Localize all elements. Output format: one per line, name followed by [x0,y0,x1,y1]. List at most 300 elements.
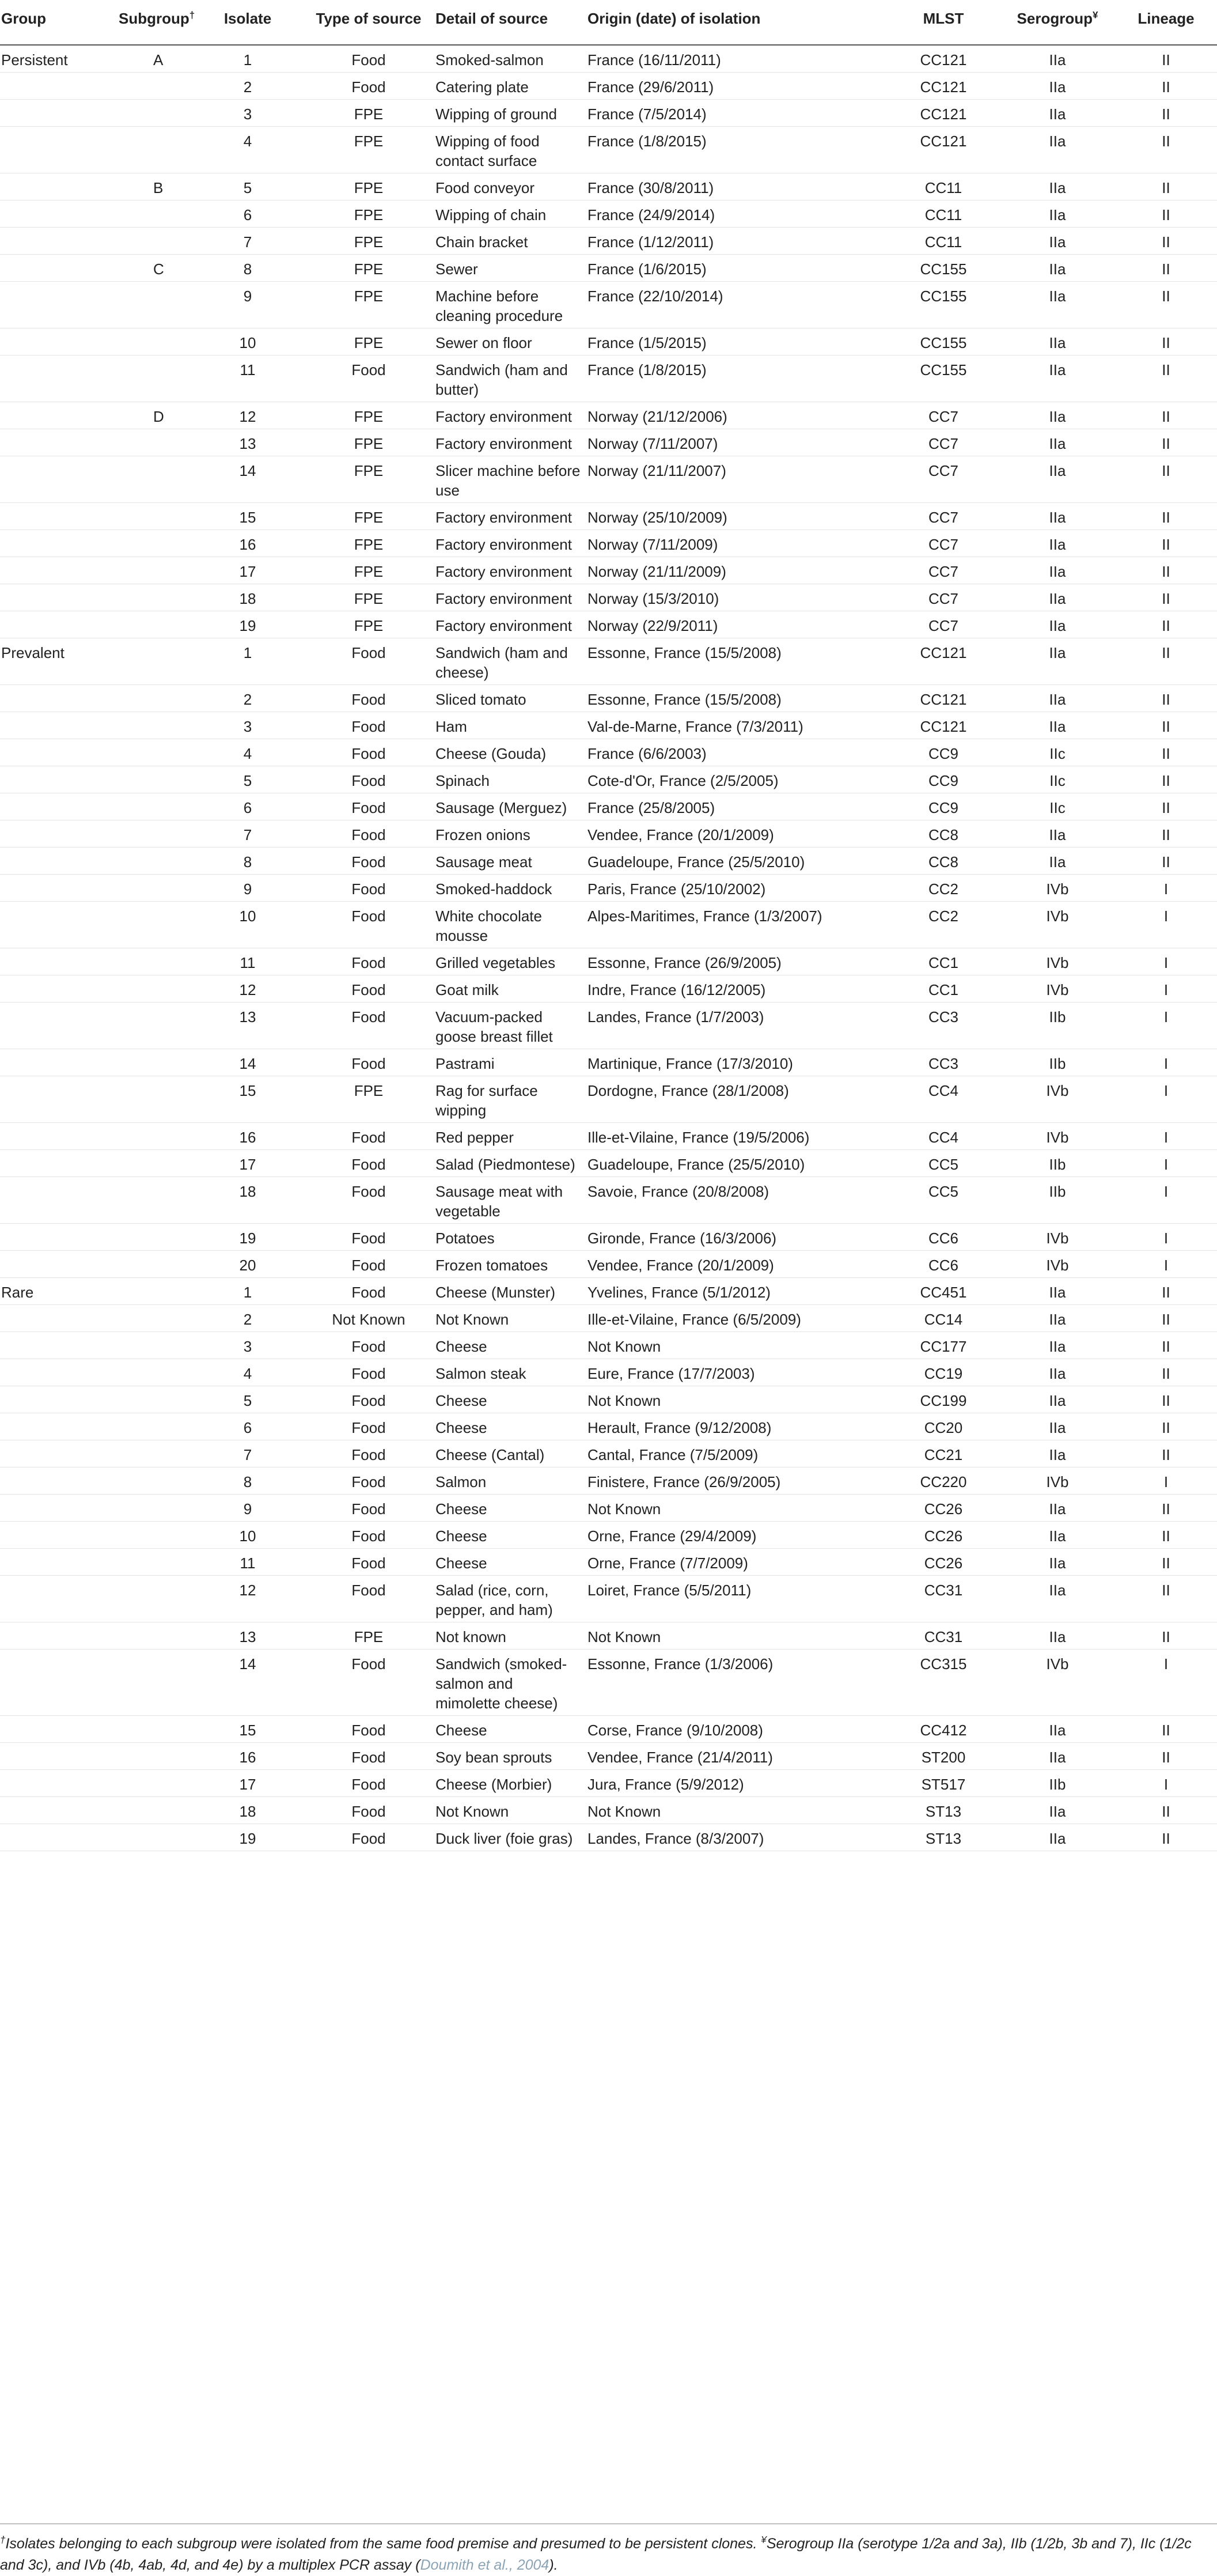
cell-detail-of-source: Salad (Piedmontese) [432,1150,584,1177]
cell-detail-of-source: Spinach [432,766,584,793]
table-row [0,638,1217,685]
cell-type-of-source: Food [305,948,432,975]
table-row [0,201,1217,228]
cell-lineage: II [1115,685,1217,712]
table-row [0,282,1217,328]
cell-group [0,902,115,948]
cell-subgroup [115,1278,190,1305]
table-row [0,228,1217,255]
cell-isolate: 4 [190,1359,305,1386]
cell-subgroup [115,1622,190,1650]
cell-detail-of-source: Factory environment [432,557,584,584]
cell-type-of-source: Food [305,1650,432,1716]
cell-isolate: 20 [190,1251,305,1278]
cell-type-of-source: Food [305,712,432,739]
cell-detail-of-source: Sliced tomato [432,685,584,712]
cell-serogroup: IIb [1000,1150,1115,1177]
cell-group [0,975,115,1003]
cell-origin: Yvelines, France (5/1/2012) [584,1278,887,1305]
table-row [0,402,1217,429]
cell-detail-of-source: Factory environment [432,584,584,611]
cell-subgroup [115,530,190,557]
cell-detail-of-source: Sandwich (ham and butter) [432,355,584,402]
cell-lineage: II [1115,1716,1217,1743]
cell-isolate: 18 [190,584,305,611]
cell-mlst: ST13 [887,1824,1000,1851]
cell-isolate: 12 [190,1576,305,1622]
cell-subgroup [115,1386,190,1413]
cell-lineage: I [1115,1650,1217,1716]
cell-detail-of-source: Factory environment [432,611,584,638]
cell-serogroup: IIa [1000,1359,1115,1386]
cell-lineage: II [1115,557,1217,584]
cell-subgroup [115,1440,190,1467]
table-row [0,1359,1217,1386]
cell-detail-of-source: Cheese [432,1716,584,1743]
cell-group [0,1386,115,1413]
cell-serogroup: IVb [1000,1251,1115,1278]
table-row [0,1650,1217,1716]
table-row [0,685,1217,712]
cell-isolate: 10 [190,902,305,948]
cell-origin: Gironde, France (16/3/2006) [584,1224,887,1251]
cell-mlst: CC26 [887,1549,1000,1576]
cell-isolate: 12 [190,402,305,429]
cell-mlst: CC315 [887,1650,1000,1716]
cell-lineage: II [1115,584,1217,611]
cell-serogroup: IIa [1000,1386,1115,1413]
cell-serogroup: IIa [1000,1495,1115,1522]
cell-serogroup: IIa [1000,1332,1115,1359]
cell-isolate: 15 [190,503,305,530]
cell-serogroup: IVb [1000,1650,1115,1716]
cell-mlst: CC31 [887,1622,1000,1650]
cell-isolate: 2 [190,685,305,712]
cell-lineage: I [1115,975,1217,1003]
cell-subgroup [115,127,190,173]
cell-mlst: CC121 [887,685,1000,712]
cell-type-of-source: Food [305,1440,432,1467]
cell-lineage: II [1115,282,1217,328]
cell-mlst: CC155 [887,328,1000,355]
cell-isolate: 5 [190,766,305,793]
cell-origin: Guadeloupe, France (25/5/2010) [584,1150,887,1177]
cell-origin: Vendee, France (20/1/2009) [584,820,887,848]
cell-isolate: 9 [190,1495,305,1522]
table-row [0,1251,1217,1278]
cell-lineage: I [1115,1076,1217,1123]
cell-isolate: 4 [190,127,305,173]
cell-serogroup: IIa [1000,228,1115,255]
cell-isolate: 8 [190,848,305,875]
cell-subgroup [115,1576,190,1622]
cell-group [0,1150,115,1177]
cell-detail-of-source: Frozen onions [432,820,584,848]
cell-group [0,100,115,127]
cell-group [0,1049,115,1076]
cell-mlst: CC2 [887,875,1000,902]
cell-origin: France (22/10/2014) [584,282,887,328]
table-row [0,127,1217,173]
cell-isolate: 19 [190,1224,305,1251]
table-row [0,820,1217,848]
cell-subgroup [115,712,190,739]
cell-lineage: II [1115,45,1217,73]
cell-subgroup [115,1797,190,1824]
cell-subgroup [115,875,190,902]
cell-detail-of-source: Wipping of chain [432,201,584,228]
cell-isolate: 6 [190,793,305,820]
table-row [0,1495,1217,1522]
cell-group [0,429,115,456]
cell-lineage: II [1115,739,1217,766]
cell-serogroup: IIa [1000,173,1115,201]
cell-mlst: CC451 [887,1278,1000,1305]
table-row [0,429,1217,456]
cell-lineage: II [1115,355,1217,402]
cell-subgroup [115,638,190,685]
cell-mlst: CC121 [887,712,1000,739]
table-row [0,1150,1217,1177]
cell-origin: France (1/8/2015) [584,127,887,173]
cell-subgroup [115,282,190,328]
footnote-yen: ¥ [761,2534,767,2545]
cell-detail-of-source: Wipping of ground [432,100,584,127]
cell-type-of-source: FPE [305,127,432,173]
cell-serogroup: IIa [1000,1576,1115,1622]
cell-lineage: I [1115,1251,1217,1278]
cell-subgroup [115,1467,190,1495]
cell-subgroup [115,228,190,255]
cell-origin: France (1/6/2015) [584,255,887,282]
cell-detail-of-source: Smoked-salmon [432,45,584,73]
cell-origin: Cantal, France (7/5/2009) [584,1440,887,1467]
cell-lineage: II [1115,848,1217,875]
cell-serogroup: IIa [1000,557,1115,584]
cell-detail-of-source: Sewer [432,255,584,282]
table-row [0,584,1217,611]
cell-serogroup: IIa [1000,848,1115,875]
cell-origin: Norway (21/11/2007) [584,456,887,503]
cell-lineage: II [1115,173,1217,201]
cell-group [0,1716,115,1743]
cell-group [0,1650,115,1716]
cell-serogroup: IIa [1000,503,1115,530]
header-group: Group [0,0,115,45]
cell-subgroup [115,611,190,638]
cell-mlst: CC3 [887,1003,1000,1049]
cell-type-of-source: Food [305,1824,432,1851]
cell-subgroup [115,766,190,793]
cell-origin: Alpes-Maritimes, France (1/3/2007) [584,902,887,948]
cell-group [0,1076,115,1123]
cell-type-of-source: Food [305,1150,432,1177]
cell-detail-of-source: Frozen tomatoes [432,1251,584,1278]
cell-group [0,793,115,820]
cell-serogroup: IIa [1000,1522,1115,1549]
cell-subgroup [115,1359,190,1386]
cell-isolate: 15 [190,1076,305,1123]
cell-type-of-source: FPE [305,611,432,638]
cell-serogroup: IVb [1000,1224,1115,1251]
cell-origin: Norway (21/11/2009) [584,557,887,584]
table-row [0,1049,1217,1076]
cell-serogroup: IIa [1000,100,1115,127]
cell-mlst: CC2 [887,902,1000,948]
citation-link[interactable]: Doumith et al., 2004 [420,2557,549,2573]
cell-type-of-source: Food [305,1251,432,1278]
table-row [0,712,1217,739]
table-row [0,328,1217,355]
cell-subgroup [115,1150,190,1177]
cell-mlst: CC121 [887,100,1000,127]
cell-detail-of-source: Wipping of food contact surface [432,127,584,173]
table-row [0,355,1217,402]
cell-mlst: CC9 [887,793,1000,820]
table-row [0,902,1217,948]
cell-origin: France (7/5/2014) [584,100,887,127]
cell-detail-of-source: Sandwich (smoked-salmon and mimolette cheese) [432,1650,584,1716]
table-row [0,1522,1217,1549]
cell-lineage: I [1115,902,1217,948]
cell-type-of-source: Food [305,1797,432,1824]
cell-serogroup: IVb [1000,948,1115,975]
cell-type-of-source: Food [305,975,432,1003]
cell-group [0,503,115,530]
cell-origin: Indre, France (16/12/2005) [584,975,887,1003]
cell-subgroup [115,1522,190,1549]
cell-mlst: CC155 [887,282,1000,328]
cell-mlst: CC177 [887,1332,1000,1359]
header-lineage: Lineage [1115,0,1217,45]
cell-mlst: CC19 [887,1359,1000,1386]
cell-type-of-source: FPE [305,255,432,282]
table-row [0,557,1217,584]
header-origin: Origin (date) of isolation [584,0,887,45]
cell-subgroup: B [115,173,190,201]
cell-subgroup [115,739,190,766]
cell-isolate: 16 [190,1743,305,1770]
table-row [0,1770,1217,1797]
cell-group [0,1576,115,1622]
cell-lineage: II [1115,1305,1217,1332]
cell-type-of-source: FPE [305,228,432,255]
cell-group [0,1495,115,1522]
cell-detail-of-source: Cheese [432,1332,584,1359]
footnote-part-1: Isolates belonging to each subgroup were isolated from the same food premise and presumed to be persistent clones. [5,2536,757,2552]
cell-lineage: II [1115,1522,1217,1549]
cell-serogroup: IIa [1000,1278,1115,1305]
cell-group [0,1522,115,1549]
table-row [0,1123,1217,1150]
cell-isolate: 2 [190,1305,305,1332]
cell-origin: France (30/8/2011) [584,173,887,201]
cell-detail-of-source: Sausage meat with vegetable [432,1177,584,1224]
cell-type-of-source: Food [305,1495,432,1522]
cell-mlst: CC20 [887,1413,1000,1440]
table-row [0,611,1217,638]
cell-origin: France (1/5/2015) [584,328,887,355]
cell-group [0,1467,115,1495]
cell-origin: Martinique, France (17/3/2010) [584,1049,887,1076]
cell-isolate: 14 [190,1049,305,1076]
cell-lineage: II [1115,1576,1217,1622]
table-row [0,948,1217,975]
cell-origin: Norway (21/12/2006) [584,402,887,429]
cell-serogroup: IIa [1000,638,1115,685]
cell-detail-of-source: Sandwich (ham and cheese) [432,638,584,685]
cell-group [0,875,115,902]
cell-lineage: II [1115,712,1217,739]
cell-type-of-source: FPE [305,402,432,429]
cell-origin: Paris, France (25/10/2002) [584,875,887,902]
cell-type-of-source: FPE [305,173,432,201]
cell-group [0,255,115,282]
table-row [0,793,1217,820]
cell-serogroup: IIa [1000,685,1115,712]
cell-group [0,402,115,429]
cell-group [0,685,115,712]
cell-group [0,1224,115,1251]
cell-isolate: 17 [190,1770,305,1797]
cell-mlst: CC7 [887,456,1000,503]
cell-origin: Val-de-Marne, France (7/3/2011) [584,712,887,739]
header-subgroup: Subgroup† [115,0,190,45]
cell-lineage: II [1115,766,1217,793]
table-row [0,1467,1217,1495]
cell-mlst: CC26 [887,1522,1000,1549]
cell-subgroup [115,328,190,355]
cell-type-of-source: Food [305,739,432,766]
cell-origin: France (24/9/2014) [584,201,887,228]
table-row [0,100,1217,127]
cell-isolate: 10 [190,328,305,355]
cell-origin: France (29/6/2011) [584,73,887,100]
cell-group [0,173,115,201]
table-row [0,173,1217,201]
cell-mlst: CC155 [887,355,1000,402]
cell-subgroup [115,1003,190,1049]
cell-detail-of-source: Cheese [432,1549,584,1576]
cell-origin: Orne, France (29/4/2009) [584,1522,887,1549]
cell-type-of-source: FPE [305,282,432,328]
cell-isolate: 1 [190,45,305,73]
cell-serogroup: IIa [1000,712,1115,739]
table-row [0,1332,1217,1359]
table-row [0,1305,1217,1332]
cell-mlst: CC11 [887,228,1000,255]
cell-origin: Essonne, France (15/5/2008) [584,638,887,685]
cell-origin: Landes, France (8/3/2007) [584,1824,887,1851]
cell-isolate: 13 [190,429,305,456]
cell-lineage: II [1115,1278,1217,1305]
cell-origin: Essonne, France (26/9/2005) [584,948,887,975]
cell-origin: Guadeloupe, France (25/5/2010) [584,848,887,875]
cell-lineage: I [1115,1049,1217,1076]
cell-type-of-source: Food [305,1049,432,1076]
cell-isolate: 19 [190,611,305,638]
cell-origin: Herault, France (9/12/2008) [584,1413,887,1440]
cell-serogroup: IIa [1000,255,1115,282]
cell-isolate: 3 [190,712,305,739]
cell-detail-of-source: Cheese [432,1495,584,1522]
cell-subgroup [115,100,190,127]
table-body [0,45,1217,1851]
cell-mlst: CC6 [887,1251,1000,1278]
cell-detail-of-source: Sewer on floor [432,328,584,355]
table-row [0,1177,1217,1224]
cell-origin: Ille-et-Vilaine, France (6/5/2009) [584,1305,887,1332]
cell-detail-of-source: Potatoes [432,1224,584,1251]
cell-mlst: CC7 [887,611,1000,638]
cell-mlst: CC7 [887,557,1000,584]
cell-lineage: II [1115,1824,1217,1851]
cell-isolate: 16 [190,1123,305,1150]
cell-isolate: 5 [190,1386,305,1413]
cell-mlst: CC121 [887,127,1000,173]
cell-origin: Finistere, France (26/9/2005) [584,1467,887,1495]
cell-detail-of-source: Cheese (Cantal) [432,1440,584,1467]
cell-serogroup: IIa [1000,201,1115,228]
cell-type-of-source: FPE [305,328,432,355]
cell-group [0,848,115,875]
cell-type-of-source: Food [305,1549,432,1576]
table-row [0,1278,1217,1305]
cell-mlst: CC199 [887,1386,1000,1413]
table-row [0,1440,1217,1467]
cell-serogroup: IIa [1000,328,1115,355]
cell-detail-of-source: Food conveyor [432,173,584,201]
cell-subgroup [115,1076,190,1123]
cell-group: Persistent [0,45,115,73]
cell-detail-of-source: Cheese (Munster) [432,1278,584,1305]
cell-mlst: ST200 [887,1743,1000,1770]
cell-lineage: I [1115,1150,1217,1177]
cell-mlst: CC7 [887,503,1000,530]
cell-origin: Landes, France (1/7/2003) [584,1003,887,1049]
cell-subgroup [115,201,190,228]
table-footnote [0,2524,1217,2576]
cell-lineage: II [1115,1495,1217,1522]
cell-subgroup [115,1332,190,1359]
header-isolate: Isolate [190,0,305,45]
cell-subgroup [115,1716,190,1743]
cell-mlst: CC1 [887,948,1000,975]
cell-serogroup: IIa [1000,402,1115,429]
table-row [0,875,1217,902]
cell-group [0,1177,115,1224]
cell-serogroup: IIa [1000,1413,1115,1440]
cell-isolate: 7 [190,228,305,255]
table-row [0,503,1217,530]
cell-type-of-source: Food [305,1003,432,1049]
cell-subgroup [115,503,190,530]
cell-group [0,766,115,793]
cell-type-of-source: Food [305,1123,432,1150]
cell-serogroup: IVb [1000,1123,1115,1150]
table-row [0,1576,1217,1622]
cell-detail-of-source: Salmon [432,1467,584,1495]
cell-detail-of-source: Sausage (Merguez) [432,793,584,820]
cell-lineage: II [1115,402,1217,429]
table-row [0,1386,1217,1413]
cell-type-of-source: FPE [305,557,432,584]
cell-origin: Dordogne, France (28/1/2008) [584,1076,887,1123]
cell-type-of-source: Food [305,73,432,100]
cell-lineage: II [1115,1386,1217,1413]
cell-origin: France (25/8/2005) [584,793,887,820]
cell-group [0,557,115,584]
